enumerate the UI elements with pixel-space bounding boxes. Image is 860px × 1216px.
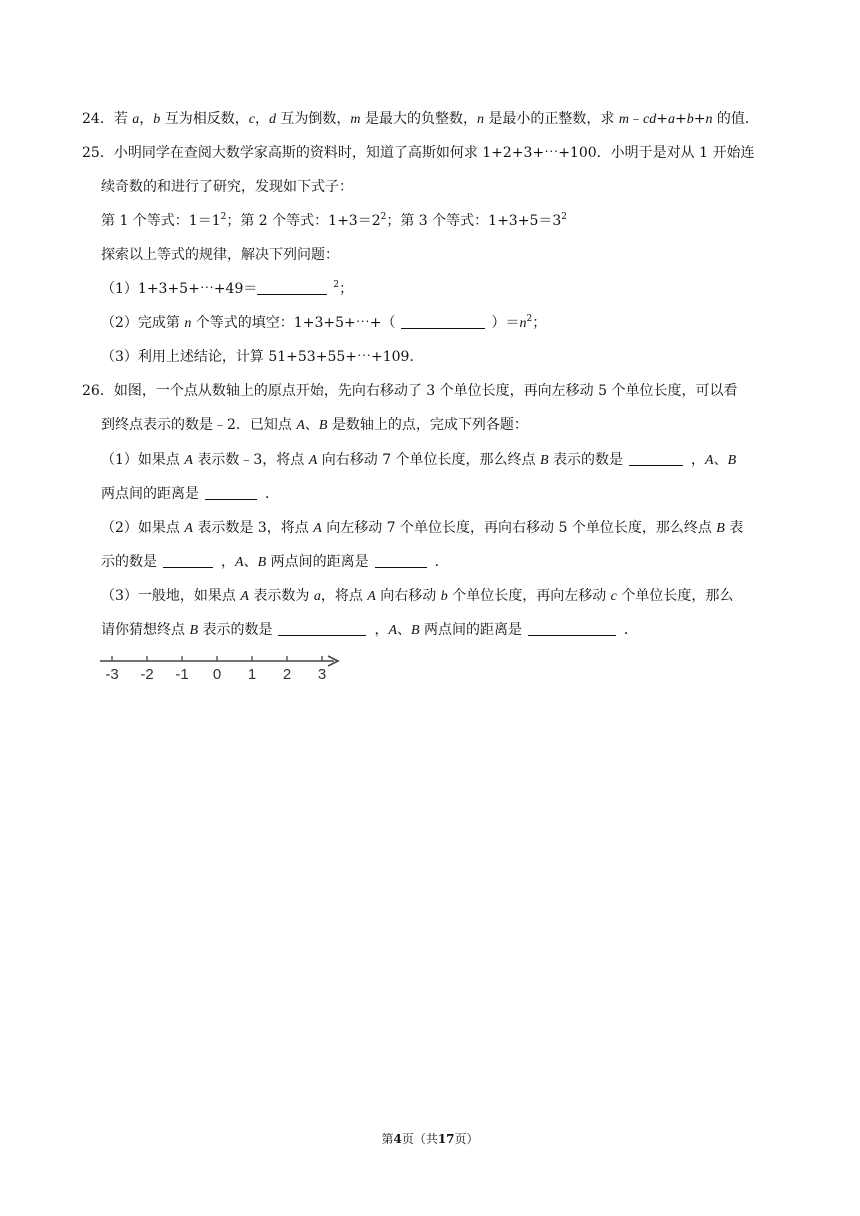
- question-number: 24．: [82, 111, 114, 127]
- total-pages: 17: [437, 1132, 455, 1146]
- question-26-part2-line2: 示的数是 ，A、B 两点间的距离是 ．: [101, 554, 449, 570]
- number-line-label: -3: [105, 666, 119, 683]
- question-25-part2: （2）完成第 n 个等式的填空：1+3+5+⋯+（ ）$=n^2$；: [101, 314, 547, 331]
- question-25-part1: （1）1+3+5+⋯+49＝ $^2$；: [101, 280, 354, 297]
- answer-blank[interactable]: [257, 280, 327, 295]
- question-26-line2: 到终点表示的数是﹣2．已知点 A、B 是数轴上的点，完成下列各题：: [101, 417, 528, 433]
- question-26-part1-line2: 两点间的距离是 ．: [101, 486, 279, 502]
- number-line-label: 3: [317, 666, 327, 683]
- page-footer: 第4页（共17页）: [381, 1132, 479, 1146]
- question-25-explore: 探索以上等式的规律，解决下列问题：: [101, 247, 339, 263]
- question-26-part3: （3）一般地，如果点 A 表示数为 a，将点 A 向右移动 b 个单位长度，再向左移动 c 个单位长度，那么: [101, 588, 734, 604]
- answer-blank[interactable]: [629, 451, 683, 466]
- question-25-line1: 25．小明同学在查阅大数学家高斯的资料时，知道了高斯如何求 1+2+3+⋯+100．小明于是对从 1 开始连: [82, 145, 755, 161]
- question-26-part1: （1）如果点 A 表示数﹣3，将点 A 向右移动 7 个单位长度，那么终点 B 表示的数是 ，A、B: [101, 452, 737, 468]
- number-line-labels: [105, 666, 326, 683]
- question-number: 26．: [82, 383, 114, 399]
- number-line-label: -2: [140, 666, 154, 683]
- question-26-line1: 26．如图，一个点从数轴上的原点开始，先向右移动了 3 个单位长度，再向左移动 5 个单位长度，可以看: [82, 383, 738, 399]
- number-line-figure: [98, 652, 348, 684]
- answer-blank[interactable]: [278, 621, 366, 636]
- current-page: 4: [393, 1132, 402, 1146]
- answer-blank[interactable]: [401, 314, 485, 329]
- answer-blank[interactable]: [205, 485, 257, 500]
- question-25-equations: 第 1 个等式：$1=1^2$；第 2 个等式：$1+3=2^2$；第 3 个等式：$1+3+5=3^2$: [101, 212, 567, 229]
- number-line-label: 1: [247, 666, 257, 683]
- answer-blank[interactable]: [163, 553, 213, 568]
- number-line-label: 0: [212, 666, 222, 683]
- number-line-label: -1: [175, 666, 189, 683]
- question-25-part3: （3）利用上述结论，计算 51+53+55+⋯+109．: [101, 349, 424, 365]
- question-number: 25．: [82, 145, 114, 161]
- question-26-part3-line2: 请你猜想终点 B 表示的数是 ，A、B 两点间的距离是 ．: [101, 622, 639, 638]
- question-25-line2: 续奇数的和进行了研究，发现如下式子：: [101, 179, 353, 195]
- answer-blank[interactable]: [375, 553, 427, 568]
- number-line-label: 2: [282, 666, 292, 683]
- question-26-part2: （2）如果点 A 表示数是 3，将点 A 向左移动 7 个单位长度，再向右移动 5 个单位长度，那么终点 B 表: [101, 520, 744, 536]
- question-24: 24．若 a，b 互为相反数，c，d 互为倒数，m 是最大的负整数，n 是最小的正整数，求 m﹣cd+a+b+n 的值．: [82, 111, 759, 127]
- answer-blank[interactable]: [528, 621, 616, 636]
